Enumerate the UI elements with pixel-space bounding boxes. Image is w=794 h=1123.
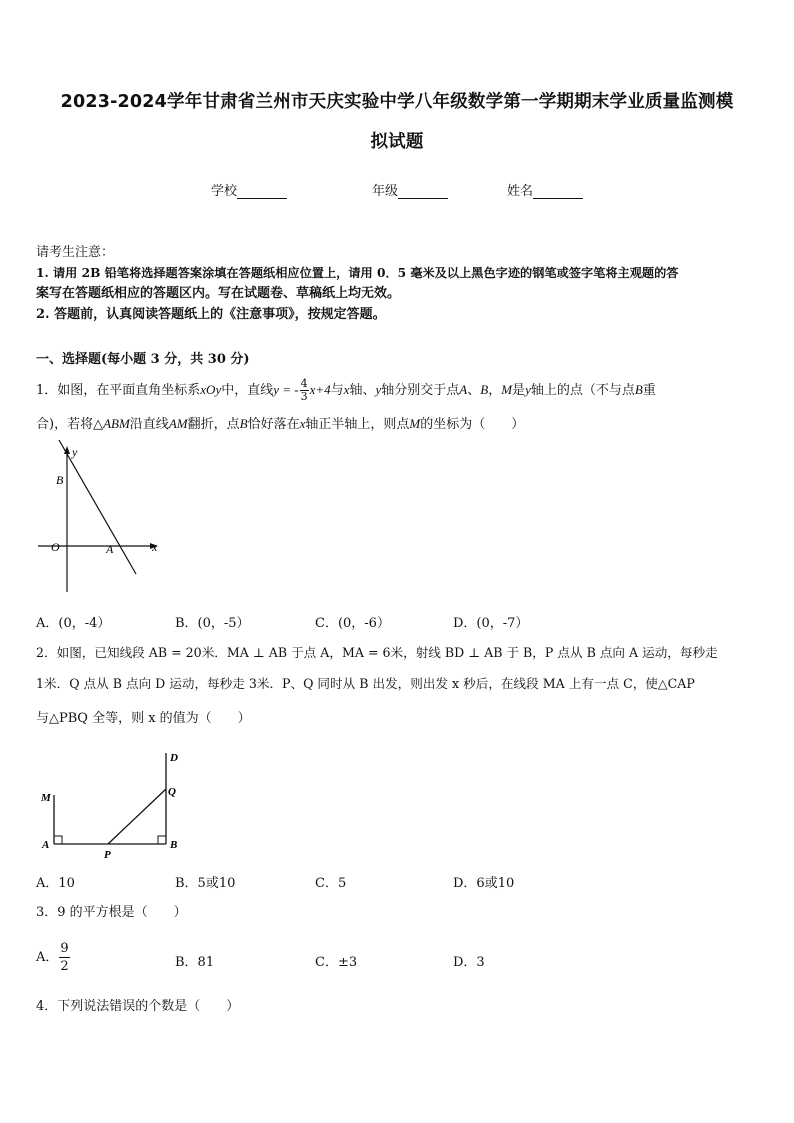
label-a: A: [42, 839, 50, 851]
right-angle-a-icon: [54, 836, 62, 844]
q1-equation: y = -: [273, 382, 299, 397]
label-b: B: [56, 473, 64, 487]
frac-numerator: 9: [60, 941, 69, 956]
frac-denominator: 3: [300, 390, 308, 403]
q1-var: y: [375, 382, 382, 397]
q2-line1: 2．如图，已知线段 AB = 20米．MA ⊥ AB 于点 A，MA = 6米，射线 BD ⊥ AB 于 B，P 点从 B 点向 A 运动，每秒走: [36, 645, 718, 660]
label-o: O: [51, 540, 60, 554]
q1-var: AM: [168, 416, 188, 431]
q3-fraction: [59, 940, 69, 975]
label-q: Q: [168, 786, 176, 798]
q1-text: 重: [642, 383, 656, 398]
name-blank[interactable]: [533, 184, 583, 199]
notice-item2: 2. 答题前，认真阅读答题纸上的《注意事项》，按规定答题。: [36, 307, 386, 322]
q1-text: 的坐标为（ ）: [420, 417, 525, 432]
label-a: A: [106, 542, 114, 556]
q1-var: M: [501, 382, 513, 397]
q1-line1: 1．如图，在平面直角坐标系xOy中，直线y = - $\frac{4}{3}$ x+4与x轴、y轴分别交于点A、B，M是y轴上的点（不与点B重: [36, 377, 656, 403]
school-label: 学校: [211, 184, 238, 199]
frac-numerator: 4: [300, 377, 308, 390]
q1-var: M: [409, 416, 421, 431]
grade-label: 年级: [372, 184, 399, 199]
notice-heading: 请考生注意：: [36, 245, 115, 260]
q1-text: 恰好落在: [247, 417, 300, 432]
q2-option-b[interactable]: B．5或10: [175, 876, 236, 891]
section-heading: 一、选择题(每小题 3 分，共 30 分): [36, 352, 250, 367]
q3-option-d[interactable]: D．3: [453, 955, 485, 970]
q3-option-b[interactable]: B．81: [175, 955, 215, 970]
q2-line2: 1米．Q 点从 B 点向 D 运动，每秒走 3米．P、Q 同时从 B 出发，则出发 x 秒后，在线段 MA 上有一点 C，使△CAP: [36, 676, 695, 691]
q1-var: x: [343, 382, 350, 397]
q4-question: 4．下列说法错误的个数是（ ）: [36, 999, 240, 1014]
notice-item1-line1: 1. 请用 2B 铅笔将选择题答案涂填在答题纸相应位置上，请用 0．5 毫米及以上黑色字迹的钢笔或签字笔将主观题的答: [36, 266, 679, 280]
q1-option-c[interactable]: C．(0，-6）: [315, 616, 390, 631]
line-ab: [59, 440, 136, 574]
q1-var: xOy: [200, 382, 222, 397]
q3-question: 3．9 的平方根是（ ）: [36, 905, 187, 920]
info-fields: [0, 180, 794, 200]
name-label: 姓名: [507, 184, 534, 199]
q1-fraction: [300, 378, 309, 403]
q1-var: ABM: [103, 416, 130, 431]
q1-text: 是: [512, 383, 526, 398]
q1-var: B: [634, 382, 643, 397]
q3-option-a[interactable]: [36, 940, 71, 975]
label-d: D: [170, 752, 178, 764]
right-angle-b-icon: [158, 836, 166, 844]
q2-option-a[interactable]: A．10: [36, 876, 75, 891]
q1-text: 轴分别交于点: [381, 383, 460, 398]
q3-option-c[interactable]: C．±3: [315, 955, 358, 970]
q1-var: A: [459, 382, 468, 397]
notice-item1-line2: 案写在答题纸相应的答题区内。写在试题卷、草稿纸上均无效。: [36, 286, 401, 301]
q1-option-a[interactable]: A．(0，-4）: [36, 616, 111, 631]
q1-text: 轴正半轴上，则点: [305, 417, 410, 432]
q1-option-b[interactable]: B．(0，-5）: [175, 616, 250, 631]
name-field[interactable]: [507, 180, 583, 199]
label-x: x: [152, 540, 158, 554]
q2-option-d[interactable]: D．6或10: [453, 876, 515, 891]
q1-coordinate-figure: [30, 440, 170, 600]
q2-line3: 与△PBQ 全等，则 x 的值为（ ）: [36, 711, 251, 726]
q2-option-c[interactable]: C．5: [315, 876, 347, 891]
q1-var: B: [480, 382, 489, 397]
label-p: P: [104, 849, 111, 860]
exam-title-line2: 拟试题: [370, 132, 424, 152]
label-y: y: [72, 445, 78, 459]
exam-title-line1: 2023-2024学年甘肃省兰州市天庆实验中学八年级数学第一学期期末学业质量监测模: [60, 92, 734, 112]
q2-geometry-figure: [36, 745, 196, 860]
q1-text: 沿直线: [129, 417, 169, 432]
segment-pq: [108, 789, 166, 844]
q1-text: 翻折，点: [187, 417, 240, 432]
school-field[interactable]: [211, 180, 287, 199]
q1-text: 轴上的点（不与点: [530, 383, 635, 398]
grade-blank[interactable]: [398, 184, 448, 199]
q1-option-d[interactable]: D．(0，-7）: [453, 616, 529, 631]
q1-var: y: [525, 382, 531, 397]
q1-text: ，: [488, 383, 502, 398]
option-prefix: A．: [36, 950, 59, 965]
q1-text: 中，直线: [221, 383, 274, 398]
school-blank[interactable]: [237, 184, 287, 199]
q1-var: x: [299, 416, 306, 431]
label-m: M: [41, 792, 51, 804]
q1-text: 1．如图，在平面直角坐标系: [36, 383, 201, 398]
q1-text: 与: [330, 383, 344, 398]
label-b: B: [170, 839, 178, 851]
frac-denominator: 2: [60, 959, 69, 974]
q1-text: 轴、: [349, 383, 376, 398]
q1-text: 合)，若将△: [36, 417, 104, 432]
grade-field[interactable]: [372, 180, 448, 199]
q1-line2: [36, 414, 758, 435]
q1-equation: x+4: [309, 382, 331, 397]
q1-var: B: [239, 416, 248, 431]
